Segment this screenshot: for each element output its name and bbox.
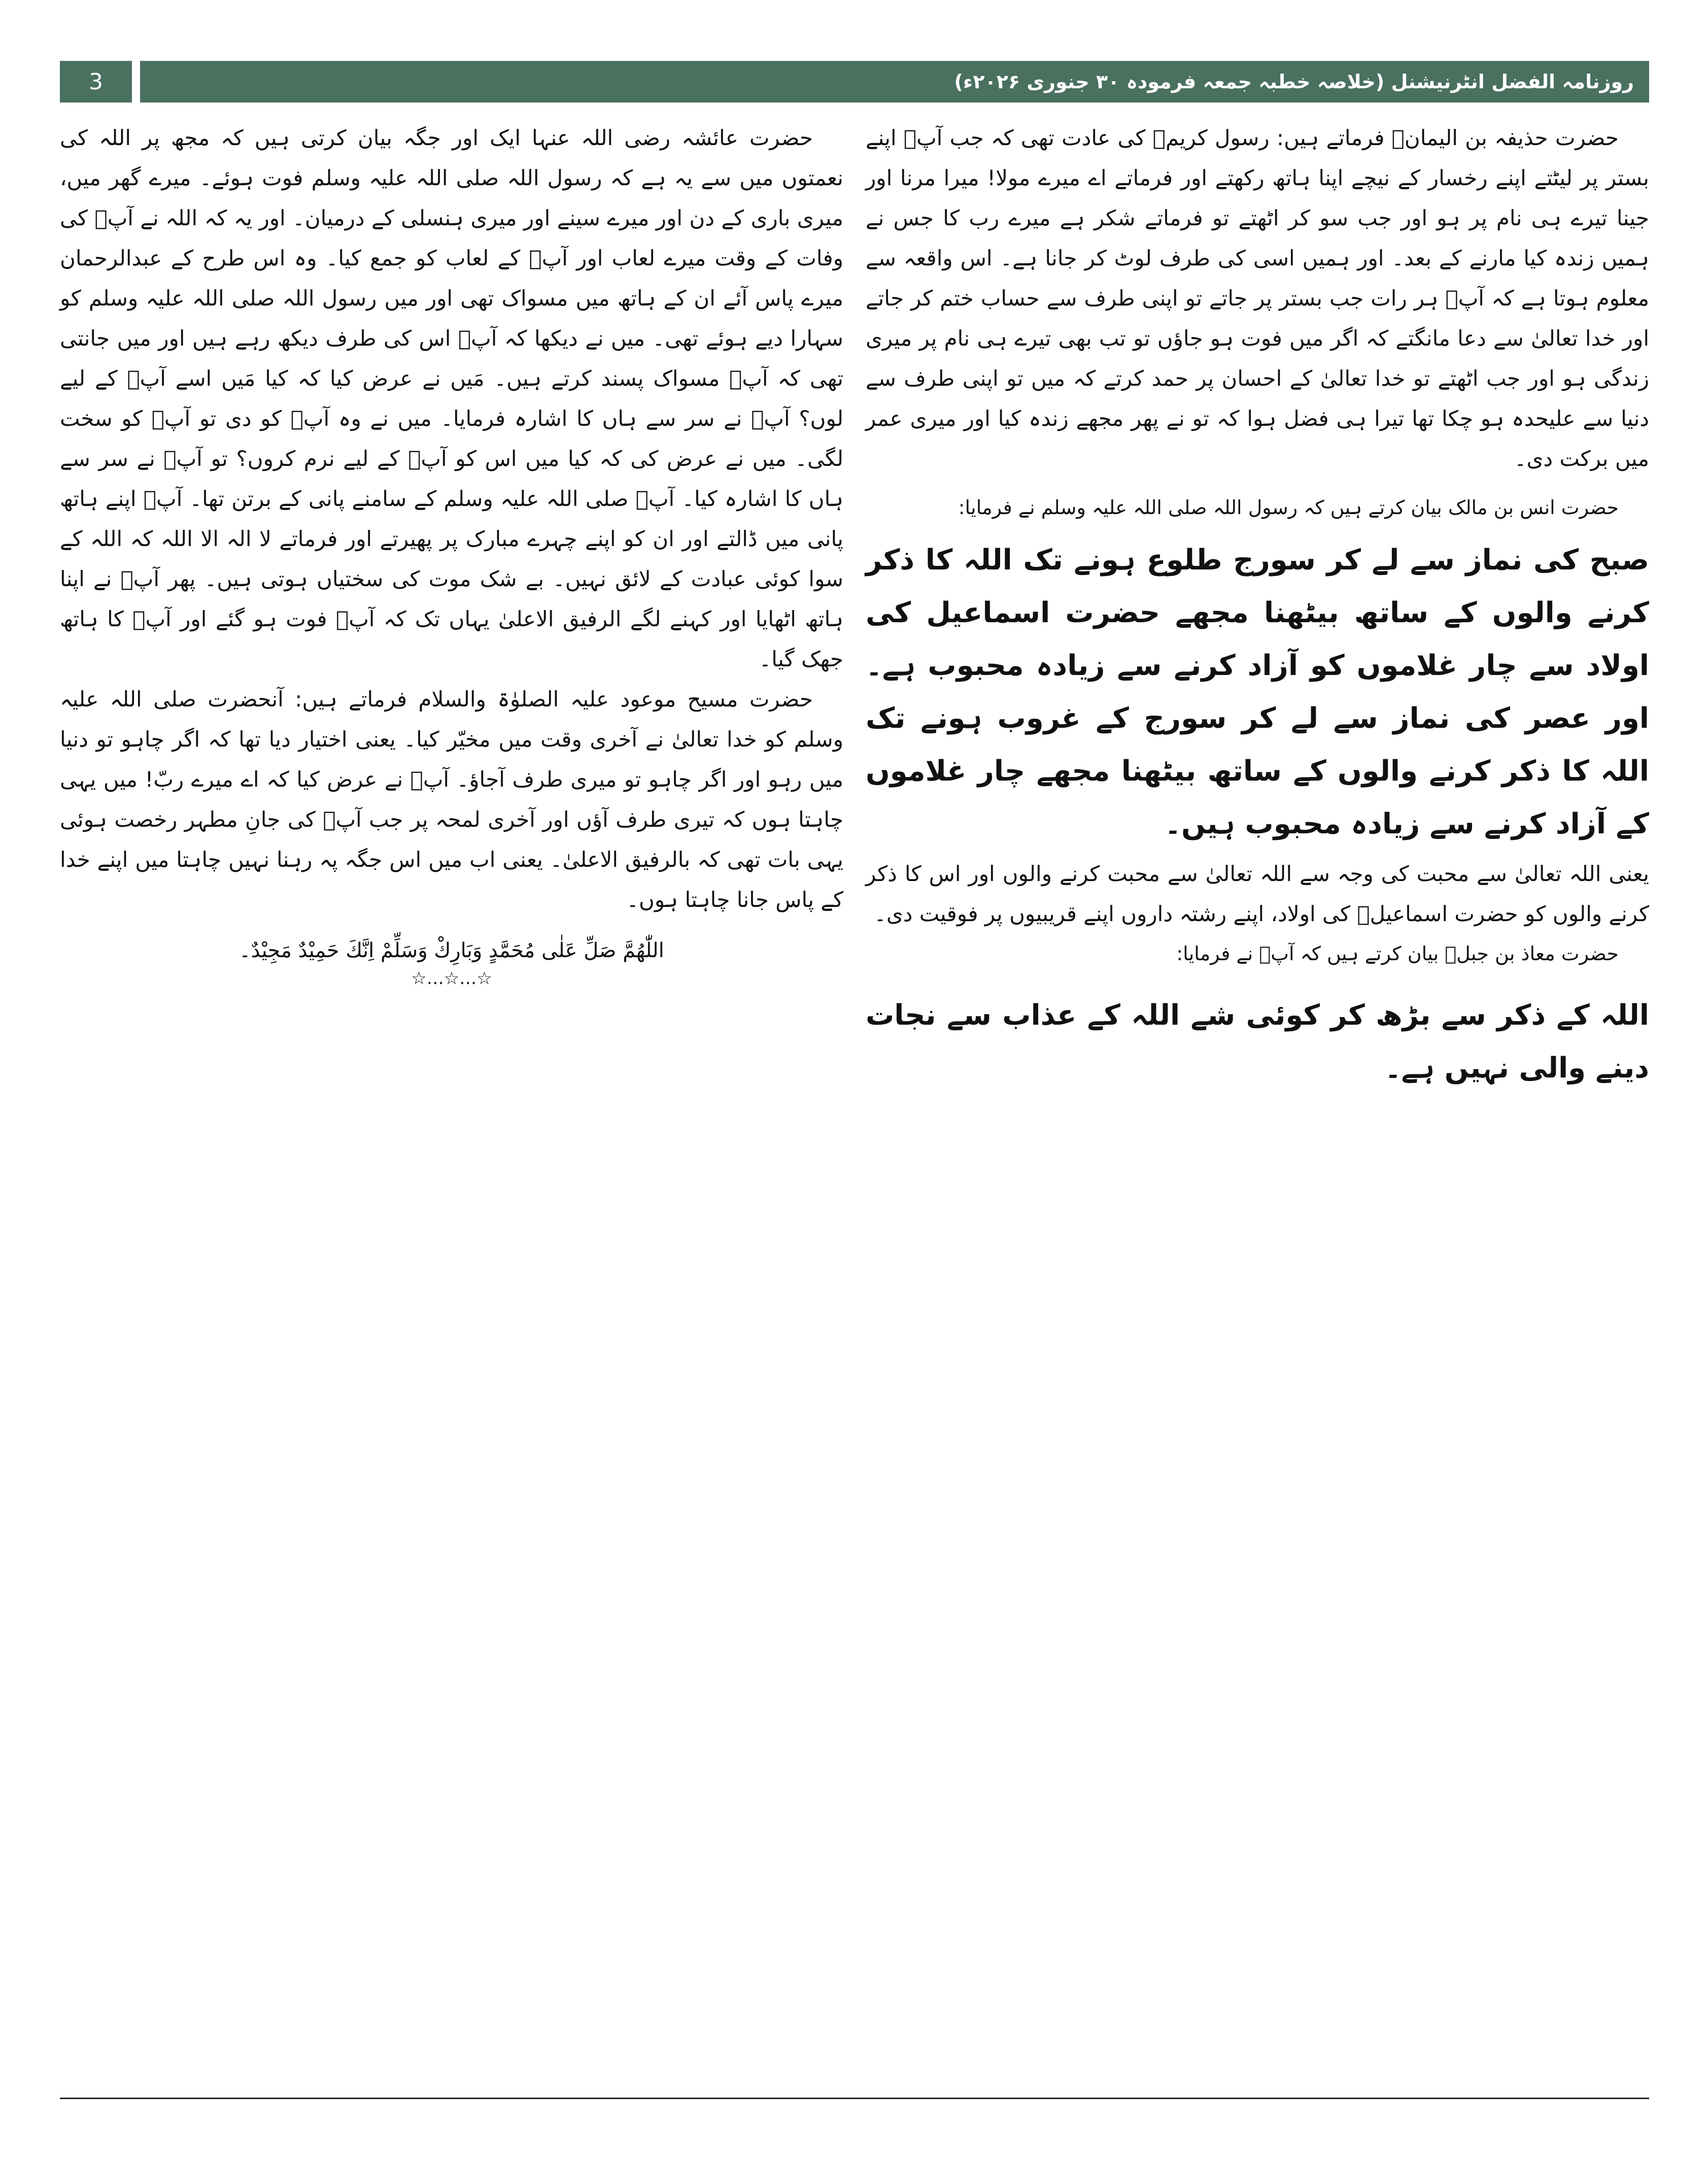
page-header: [60, 61, 1649, 103]
left-column: [60, 118, 843, 989]
hadith-hudhaifa-paragraph: حضرت حذیفہ بن الیمانؓ فرماتے ہیں: رسول کریمؐ کی عادت تھی کہ جب آپؐ اپنے بستر پر لیٹتے اپنے رخسار کے نیچے اپنا ہاتھ رکھتے اور فرماتے اے میرے مولا! میرا مرنا اور جینا تیرے ہی نام پر ہو اور جب سو کر اٹھتے تو فرماتے شکر ہے میرے رب کا جس نے ہمیں زندہ کیا مارنے کے بعد۔ اور ہمیں اسی کی طرف لوٹ کر جانا ہے۔ اس واقعہ سے معلوم ہوتا ہے کہ آپؐ ہر رات جب بستر پر جاتے تو اپنی طرف سے حساب ختم کر جاتے اور خدا تعالیٰ سے دعا مانگتے کہ اگر میں فوت ہو جاؤں تو تب بھی تیرے ہی نام پر میری زندگی ہو اور جب اٹھتے تو خدا تعالیٰ کے احسان پر حمد کرتے کہ میں تو اپنی طرف سے دنیا سے علیحدہ ہو چکا تھا تیرا ہی فضل ہوا کہ تو نے پھر مجھے زندہ کیا اور میری عمر میں برکت دی۔: [866, 125, 1649, 471]
explanation-paragraph: یعنی اللہ تعالیٰ سے محبت کی وجہ سے اللہ تعالیٰ سے محبت کرنے والوں اور اس کا ذکر کرنے والوں کو حضرت اسماعیلؑ کی اولاد، اپنے رشتہ داروں اپنے قریبیوں پر فوقیت دی۔: [866, 861, 1649, 926]
aisha-narration-paragraph: حضرت عائشہ رضی اللہ عنہا ایک اور جگہ بیان کرتی ہیں کہ مجھ پر اللہ کی نعمتوں میں سے یہ ہے کہ رسول اللہ صلی اللہ علیہ وسلم فوت ہوئے۔ میرے گھر میں، میری باری کے دن اور میرے سینے اور میری ہنسلی کے درمیان۔ اور یہ کہ اللہ نے آپؐ کی وفات کے وقت میرے لعاب اور آپؐ کے لعاب کو جمع کیا۔ وہ اس طرح کے عبدالرحمان میرے پاس آئے ان کے ہاتھ میں مسواک تھی اور میں رسول اللہ صلی اللہ علیہ وسلم کو سہارا دیے ہوئے تھی۔ میں نے دیکھا کہ آپؐ اس کی طرف دیکھ رہے ہیں اور میں جانتی تھی کہ آپؐ مسواک پسند کرتے ہیں۔ مَیں نے عرض کیا کہ کیا مَیں اسے آپؐ کے لیے لوں؟ آپؐ نے سر سے ہاں کا اشارہ فرمایا۔ میں نے وہ آپؐ کو دی تو آپؐ کو سخت لگی۔ میں نے عرض کی کہ کیا میں اس کو آپؐ کے لیے نرم کروں؟ تو آپؐ نے سر سے ہاں کا اشارہ کیا۔ آپؐ صلی اللہ علیہ وسلم کے سامنے پانی کے برتن تھا۔ آپؐ اپنے ہاتھ پانی میں ڈالتے اور ان کو اپنے چہرے مبارک پر پھیرتے اور فرماتے لا الہ الا اللہ کہ اللہ کے سوا کوئی عبادت کے لائق نہیں۔ بے شک موت کی سختیاں ہوتی ہیں۔ پھر آپؐ نے اپنا ہاتھ اٹھایا اور کہنے لگے الرفیق الاعلیٰ یہاں تک کہ آپؐ فوت ہو گئے اور آپؐ کا ہاتھ جھک گیا۔: [60, 125, 843, 671]
hadith-quote-dhikr-salvation: اللہ کے ذکر سے بڑھ کر کوئی شے اللہ کے عذاب سے نجات دینے والی نہیں ہے۔: [866, 999, 1649, 1085]
footer-divider: [60, 2098, 1649, 2099]
right-column: [866, 118, 1649, 1098]
muadh-intro: حضرت معاذ بن جبلؓ بیان کرتے ہیں کہ آپؐ نے فرمایا:: [1176, 942, 1619, 965]
section-end-stars: ☆…☆…☆: [411, 968, 492, 989]
hadith-quote-dhikr-gathering: صبح کی نماز سے لے کر سورج طلوع ہونے تک اللہ کا ذکر کرنے والوں کے ساتھ بیٹھنا مجھے حضرت اسماعیل کی اولاد سے چار غلاموں کو آزاد کرنے سے زیادہ محبوب ہے۔ اور عصر کی نماز سے لے کر سورج کے غروب ہونے تک اللہ کا ذکر کرنے والوں کے ساتھ بیٹھنا مجھے چار غلاموں کے آزاد کرنے سے زیادہ محبوب ہیں۔: [866, 544, 1650, 840]
header-title: روزنامہ الفضل انٹرنیشنل (خلاصہ خطبہ جمعہ فرمودہ ۳۰ جنوری ۲۰۲۶ء): [140, 61, 1649, 103]
anas-intro: حضرت انس بن مالک بیان کرتے ہیں کہ رسول اللہ صلی اللہ علیہ وسلم نے فرمایا:: [958, 496, 1619, 519]
promised-messiah-paragraph: حضرت مسیح موعود علیہ الصلوٰۃ والسلام فرماتے ہیں: آنحضرت صلی اللہ علیہ وسلم کو خدا تعالیٰ نے آخری وقت میں مخیّر کیا۔ یعنی اختیار دیا تھا کہ اگر چاہو تو دنیا میں رہو اور اگر چاہو تو میری طرف آجاؤ۔ آپؐ نے عرض کیا کہ اے میرے ربّ! میں یہی چاہتا ہوں کہ تیری طرف آؤں اور آخری لمحہ پر جب آپؐ کی جانِ مطہر رخصت ہوئی یہی بات تھی کہ بالرفیق الاعلیٰ۔ یعنی اب میں اس جگہ پہ رہنا نہیں چاہتا میں اپنے خدا کے پاس جانا چاہتا ہوں۔: [60, 687, 843, 912]
page-number: 3: [60, 61, 132, 103]
darood-sharif: اللّٰهُمَّ صَلِّ عَلٰى مُحَمَّدٍ وَبَارِكْ وَسَلِّمْ اِنَّكَ حَمِيْدٌ مَجِيْدٌ۔: [239, 939, 664, 962]
